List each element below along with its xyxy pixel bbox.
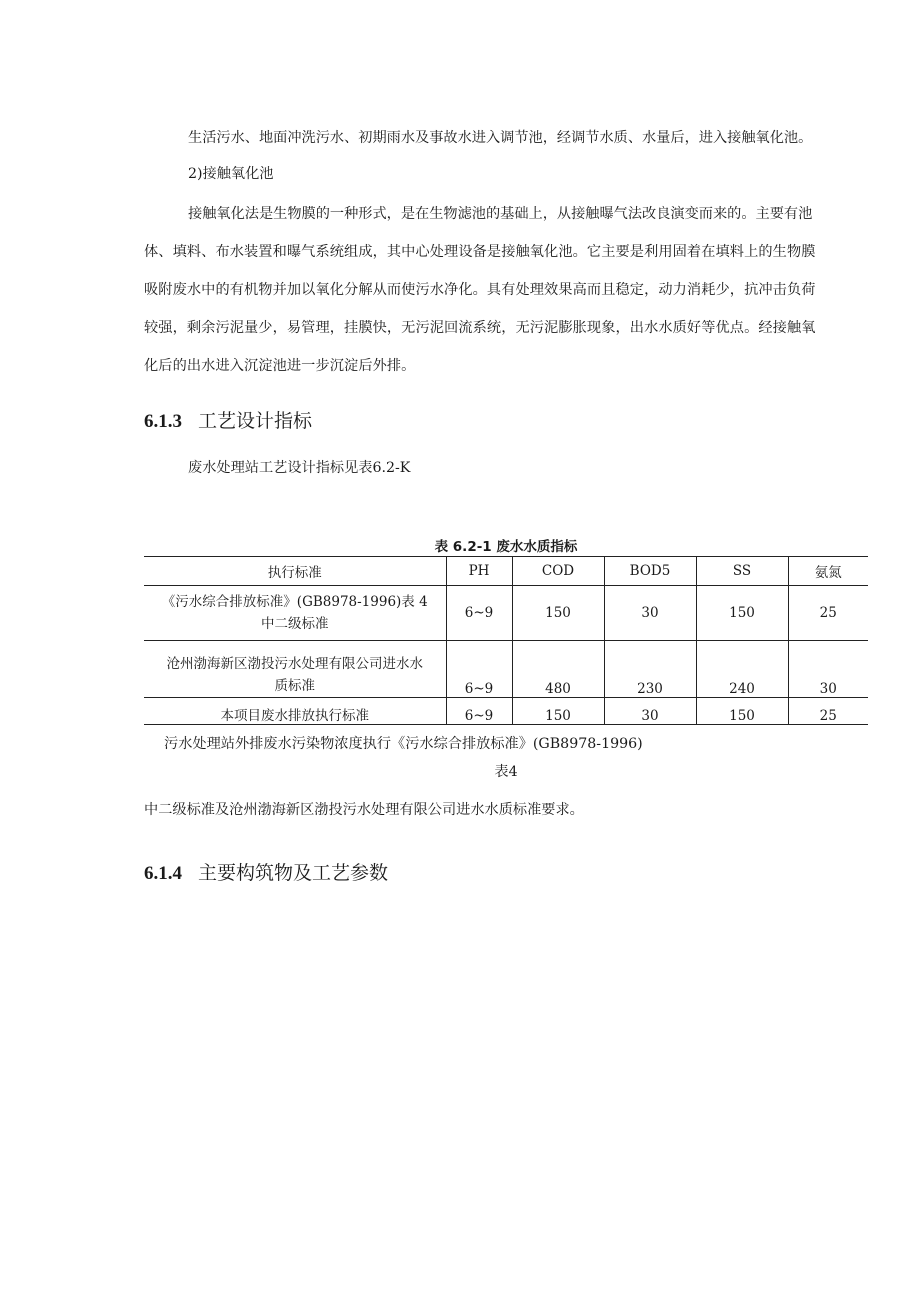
standard-line: 质标准 — [274, 678, 315, 694]
table-note-line: 中二级标准及沧州渤海新区渤投污水处理有限公司进水水质标准要求。 — [144, 802, 584, 818]
header-standard: 执行标准 — [144, 557, 446, 586]
standard-line: 中二级标准 — [261, 616, 329, 632]
table-row — [144, 641, 868, 698]
cell-standard — [144, 586, 446, 641]
standard-line: 沧州渤海新区渤投污水处理有限公司进水水 — [166, 656, 423, 672]
table-intro: 废水处理站工艺设计指标见表6.2-K — [188, 460, 411, 476]
header-bod5: BOD5 — [604, 557, 696, 586]
section-title: 主要构筑物及工艺参数 — [198, 862, 389, 884]
subheading-contact-oxidation: 2)接触氧化池 — [188, 166, 274, 182]
paragraph-line: 化后的出水进入沉淀池进一步沉淀后外排。 — [144, 358, 416, 374]
cell-bod5: 30 — [604, 698, 696, 725]
cell-ph: 6~9 — [446, 586, 512, 641]
cell-ss: 150 — [696, 698, 788, 725]
section-number: 6.1.4 — [144, 863, 182, 884]
cell-ph: 6~9 — [446, 698, 512, 725]
paragraph-line: 较强，剩余污泥量少，易管理，挂膜快，无污泥回流系统，无污泥膨胀现象，出水水质好等优点。经接触氧 — [144, 320, 816, 336]
section-number: 6.1.3 — [144, 411, 182, 432]
cell-cod: 150 — [512, 698, 604, 725]
table-row — [144, 586, 868, 641]
paragraph-inflow: 生活污水、地面冲洗污水、初期雨水及事故水进入调节池，经调节水质、水量后，进入接触氧化池。 — [188, 130, 813, 146]
cell-standard: 本项目废水排放执行标准 — [144, 698, 446, 725]
cell-ammonia-nitrogen: 30 — [788, 641, 868, 698]
paragraph-line: 接触氧化法是生物膜的一种形式，是在生物滤池的基础上，从接触曝气法改良演变而来的。主要有池 — [188, 206, 813, 222]
cell-cod: 150 — [512, 586, 604, 641]
header-ph: PH — [446, 557, 512, 586]
cell-cod: 480 — [512, 641, 604, 698]
cell-ph: 6~9 — [446, 641, 512, 698]
header-cod: COD — [512, 557, 604, 586]
cell-ss: 150 — [696, 586, 788, 641]
table-note-line: 表4 — [494, 764, 518, 780]
section-heading-6-1-4 — [144, 860, 388, 887]
table-note-line: 污水处理站外排废水污染物浓度执行《污水综合排放标准》(GB8978-1996) — [164, 736, 643, 752]
table-caption: 表 6.2-1 废水水质指标 — [434, 539, 578, 555]
standard-line: 《污水综合排放标准》(GB8978-1996)表 4 — [161, 594, 428, 610]
header-ss: SS — [696, 557, 788, 586]
cell-standard — [144, 641, 446, 698]
header-ammonia-nitrogen: 氨氮 — [788, 557, 868, 586]
cell-bod5: 230 — [604, 641, 696, 698]
cell-ss: 240 — [696, 641, 788, 698]
water-quality-table — [144, 556, 868, 725]
paragraph-line: 体、填料、布水装置和曝气系统组成，其中心处理设备是接触氧化池。它主要是利用固着在填料上的生物膜 — [144, 244, 816, 260]
section-title: 工艺设计指标 — [198, 410, 313, 432]
paragraph-line: 吸附废水中的有机物并加以氧化分解从而使污水净化。具有处理效果高而且稳定，动力消耗少，抗冲击负荷 — [144, 282, 816, 298]
cell-bod5: 30 — [604, 586, 696, 641]
section-heading-6-1-3 — [144, 408, 312, 435]
cell-ammonia-nitrogen: 25 — [788, 586, 868, 641]
cell-ammonia-nitrogen: 25 — [788, 698, 868, 725]
table-row — [144, 698, 868, 725]
table-header-row — [144, 557, 868, 586]
